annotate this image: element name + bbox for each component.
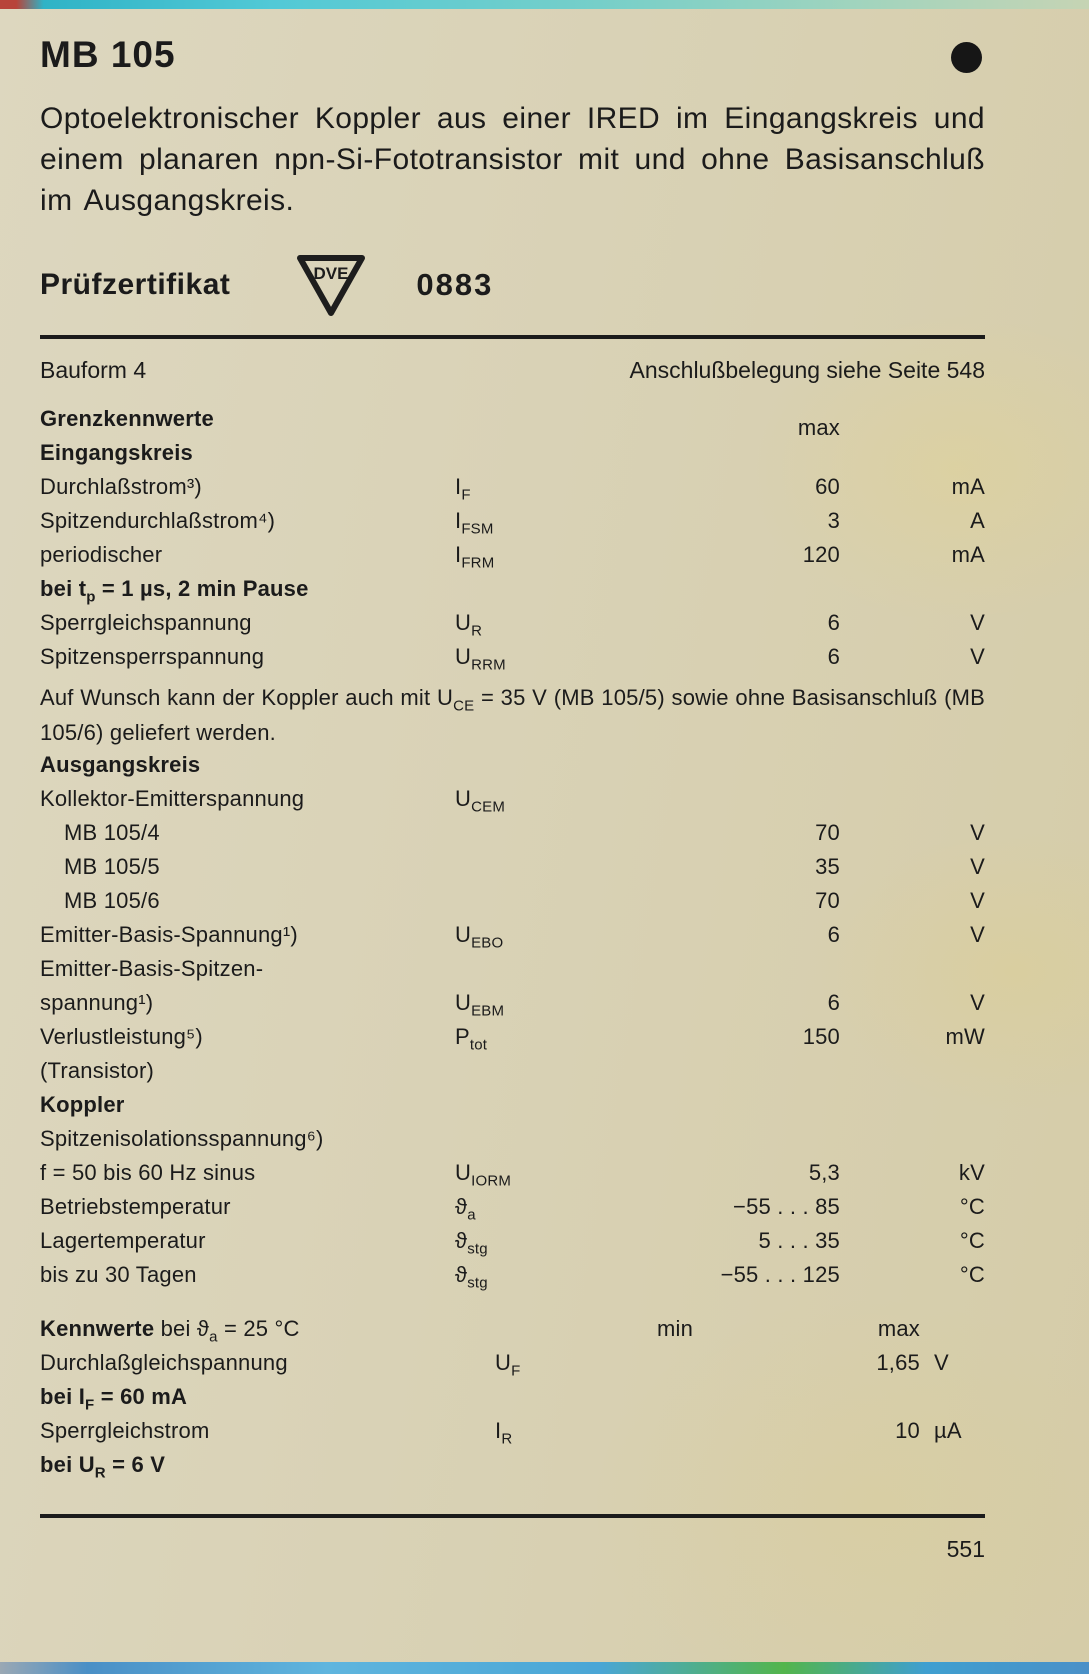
table-row (40, 644, 985, 678)
table-row (40, 990, 985, 1024)
row-unit: V (970, 610, 985, 635)
symbol-subscript: R (471, 622, 483, 640)
info-row (40, 357, 985, 384)
output-circuit-heading: Ausgangskreis (40, 752, 201, 777)
row-value: 3 (827, 508, 840, 533)
row-label: Sperrgleichstrom (40, 1418, 210, 1443)
table-row (40, 1418, 985, 1452)
symbol-subscript: RRM (471, 656, 506, 674)
table-row (40, 1194, 985, 1228)
kennwerte-heading-row (40, 1316, 985, 1350)
pin-assignment-note: Anschlußbelegung siehe Seite 548 (629, 357, 985, 383)
row-symbol (455, 644, 640, 674)
symbol-base: U (455, 644, 472, 669)
vde-triangle-icon (292, 251, 370, 319)
symbol-subscript: EBM (471, 1002, 505, 1020)
row-value: 35 (815, 854, 840, 879)
table-row (40, 786, 985, 820)
table-row (40, 854, 985, 888)
cert-label: Prüfzertifikat (40, 268, 231, 301)
row-symbol (455, 542, 640, 572)
row-value: 120 (802, 542, 840, 567)
table-row (40, 888, 985, 922)
option-note: Auf Wunsch kann der Koppler auch mit $U_{CE} = 35$ V (MB 105/5) sowie ohne Basisanschluß (MB 105/6) geliefert werden. (40, 685, 986, 745)
row-unit: mW (945, 1024, 985, 1049)
row-unit: V (970, 990, 985, 1015)
model-title: MB 105 (40, 34, 176, 75)
row-unit: °C (959, 1262, 985, 1287)
limits-table (40, 406, 985, 1296)
row-label: Kollektor-Emitterspannung (40, 786, 305, 811)
row-label: MB 105/5 (64, 854, 160, 879)
row-label: Sperrgleichspannung (40, 610, 252, 635)
scan-edge-top (0, 0, 1089, 9)
row-unit: °C (959, 1194, 985, 1219)
row-unit: V (934, 1350, 949, 1375)
max-column-label: max (877, 1316, 920, 1341)
symbol-subscript: tot (469, 1036, 488, 1054)
table-row (40, 542, 985, 576)
symbol-subscript: IORM (471, 1172, 512, 1190)
row-symbol (455, 1228, 640, 1258)
description: Optoelektronischer Koppler aus einer IRED im Eingangskreis und einem planaren npn-Si-Fototransistor mit und ohne Basisanschluß im Ausgangskreis. (40, 102, 985, 217)
symbol-base: P (455, 1024, 470, 1049)
input-circuit-heading: Eingangskreis (40, 440, 193, 465)
kennwerte-table (40, 1316, 985, 1486)
table-row (40, 1024, 985, 1058)
row-max-value: 1,65 (876, 1350, 920, 1375)
row-unit: V (970, 854, 985, 879)
max-column-label: max (797, 415, 840, 440)
row-unit: kV (958, 1160, 985, 1185)
symbol-base: U (455, 610, 472, 635)
symbol-subscript: F (511, 1362, 521, 1380)
certificate-row (40, 251, 985, 319)
row-value: 5,3 (808, 1160, 840, 1185)
row-value: 6 (827, 990, 840, 1015)
row-value: 6 (827, 610, 840, 635)
row-value: 6 (827, 644, 840, 669)
row-value: 70 (815, 888, 840, 913)
table-row (40, 474, 985, 508)
symbol-base: U (455, 990, 472, 1015)
row-label: f = 50 bis 60 Hz sinus (40, 1160, 256, 1185)
row-label: Betriebstemperatur (40, 1194, 231, 1219)
table-row (40, 956, 985, 990)
table-row (40, 1262, 985, 1296)
row-label: bei $I_F = 60$ mA (40, 1384, 188, 1414)
row-symbol (455, 1194, 640, 1224)
table-row (40, 922, 985, 956)
row-label: Emitter-Basis-Spannung¹) (40, 922, 298, 947)
symbol-subscript: a (467, 1206, 476, 1224)
row-unit: V (970, 922, 985, 947)
section-heading-row (40, 440, 985, 474)
row-symbol (455, 508, 640, 538)
row-symbol (455, 1160, 640, 1190)
symbol-base: ϑ (455, 1262, 468, 1287)
row-symbol (455, 474, 640, 504)
symbol-base: U (455, 786, 472, 811)
table-row (40, 1384, 985, 1418)
symbol-base: I (495, 1418, 502, 1443)
row-value: 60 (815, 474, 840, 499)
row-unit: V (970, 644, 985, 669)
cert-number: 0883 (416, 267, 494, 302)
row-unit: A (970, 508, 985, 533)
row-label: MB 105/6 (64, 888, 160, 913)
divider-top (40, 335, 985, 339)
table-row (40, 1228, 985, 1262)
symbol-subscript: stg (467, 1274, 488, 1292)
symbol-subscript: stg (467, 1240, 488, 1258)
symbol-base: I (455, 542, 462, 567)
row-symbol (455, 1024, 640, 1054)
symbol-base: ϑ (455, 1228, 468, 1253)
section-heading-row (40, 752, 985, 786)
row-label: periodischer (40, 542, 163, 567)
symbol-subscript: EBO (471, 934, 504, 952)
row-symbol (495, 1418, 630, 1448)
row-value: −55 . . . 85 (733, 1194, 840, 1219)
row-label: Emitter-Basis-Spitzen- (40, 956, 264, 981)
symbol-subscript: F (461, 486, 471, 504)
row-label: bis zu 30 Tagen (40, 1262, 197, 1287)
row-label: bei $t_p = 1$ µs, 2 min Pause (40, 576, 309, 606)
table-row (40, 610, 985, 644)
row-label: MB 105/4 (64, 820, 160, 845)
row-value: 5 . . . 35 (758, 1228, 840, 1253)
table-row (40, 1126, 985, 1160)
symbol-subscript: FRM (461, 554, 495, 572)
symbol-subscript: FSM (461, 520, 494, 538)
row-value: 70 (815, 820, 840, 845)
row-symbol (455, 786, 640, 816)
kennwerte-heading: Kennwerte bei $ϑ_a = 25$ °C (40, 1316, 300, 1346)
row-label: Spitzensperrspannung (40, 644, 265, 669)
symbol-base: I (455, 474, 462, 499)
row-value: 150 (802, 1024, 840, 1049)
row-unit: µA (934, 1418, 962, 1443)
koppler-heading: Koppler (40, 1092, 125, 1117)
limits-heading: Grenzkennwerte (40, 406, 214, 431)
scan-edge-bottom (0, 1662, 1089, 1674)
row-symbol (455, 990, 640, 1020)
symbol-base: U (495, 1350, 512, 1375)
divider-bottom (40, 1514, 985, 1518)
symbol-base: U (455, 922, 472, 947)
row-max-value: 10 (895, 1418, 920, 1443)
row-label: Lagertemperatur (40, 1228, 206, 1253)
row-label: Durchlaßgleichspannung (40, 1350, 288, 1375)
bauform-label: Bauform 4 (40, 357, 147, 383)
row-label: Verlustleistung⁵) (40, 1024, 203, 1049)
row-unit: V (970, 888, 985, 913)
row-label: bei $U_R = 6$ V (40, 1452, 166, 1482)
table-row (40, 1058, 985, 1092)
row-label: Spitzenisolationsspannung⁶) (40, 1126, 324, 1151)
symbol-base: U (455, 1160, 472, 1185)
table-row (40, 1452, 985, 1486)
row-value: 6 (827, 922, 840, 947)
row-label: Durchlaßstrom³) (40, 474, 202, 499)
row-unit: mA (951, 474, 985, 499)
row-symbol (495, 1350, 630, 1380)
table-row (40, 576, 985, 610)
min-column-label: min (656, 1316, 694, 1341)
table-row (40, 1350, 985, 1384)
table-row (40, 820, 985, 854)
row-label: (Transistor) (40, 1058, 155, 1083)
row-symbol (455, 610, 640, 640)
row-value: −55 . . . 125 (720, 1262, 840, 1287)
svg-text:DVE: DVE (313, 264, 349, 283)
symbol-base: ϑ (455, 1194, 468, 1219)
symbol-subscript: CEM (471, 798, 506, 816)
table-row (40, 1160, 985, 1194)
row-symbol (455, 922, 640, 952)
table-row (40, 508, 985, 542)
row-symbol (455, 1262, 640, 1292)
row-label: spannung¹) (40, 990, 154, 1015)
row-unit: V (970, 820, 985, 845)
page-number: 551 (946, 1536, 985, 1562)
symbol-subscript: R (501, 1430, 513, 1448)
row-label: Spitzendurchlaßstrom⁴) (40, 508, 276, 533)
row-unit: mA (951, 542, 985, 567)
row-unit: °C (959, 1228, 985, 1253)
section-heading-row (40, 1092, 985, 1126)
limits-heading-row (40, 406, 985, 440)
page-content (40, 20, 985, 1563)
symbol-base: I (455, 508, 462, 533)
